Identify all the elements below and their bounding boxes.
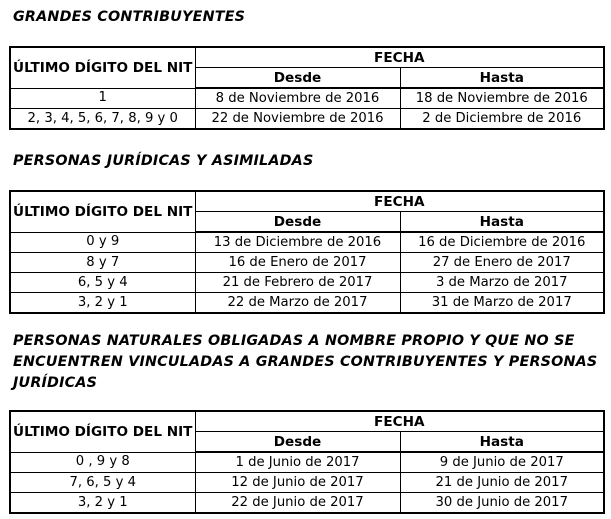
table-row — [10, 88, 604, 109]
table-row — [10, 253, 604, 273]
hasta-cell: 31 de Marzo de 2017 — [400, 293, 604, 314]
table-row — [10, 232, 604, 253]
digit-column-header: ÚLTIMO DÍGITO DEL NIT — [10, 411, 195, 452]
section-title-personas-naturales — [13, 331, 597, 394]
section-title-grandes-contribuyentes: GRANDES CONTRIBUYENTES — [13, 9, 246, 25]
table-row — [10, 473, 604, 493]
desde-cell: 1 de Junio de 2017 — [195, 452, 400, 473]
table-row — [10, 452, 604, 473]
digit-column-header: ÚLTIMO DÍGITO DEL NIT — [10, 191, 195, 232]
grandes-contribuyentes-table — [9, 46, 605, 130]
desde-cell: 21 de Febrero de 2017 — [195, 273, 400, 293]
desde-cell: 13 de Diciembre de 2016 — [195, 232, 400, 253]
desde-cell: 12 de Junio de 2017 — [195, 473, 400, 493]
personas-juridicas-table — [9, 190, 605, 314]
hasta-cell: 18 de Noviembre de 2016 — [400, 88, 604, 109]
digits-cell: 0 , 9 y 8 — [10, 452, 195, 473]
hasta-cell: 2 de Diciembre de 2016 — [400, 109, 604, 130]
digits-cell: 7, 6, 5 y 4 — [10, 473, 195, 493]
fecha-header: FECHA — [195, 191, 604, 212]
digits-cell: 1 — [10, 88, 195, 109]
desde-cell: 8 de Noviembre de 2016 — [195, 88, 400, 109]
digits-cell: 3, 2 y 1 — [10, 293, 195, 314]
table-row — [10, 109, 604, 130]
table-row — [10, 493, 604, 514]
digits-cell: 2, 3, 4, 5, 6, 7, 8, 9 y 0 — [10, 109, 195, 130]
hasta-cell: 3 de Marzo de 2017 — [400, 273, 604, 293]
hasta-header: Hasta — [400, 212, 604, 233]
digits-cell: 3, 2 y 1 — [10, 493, 195, 514]
fecha-header: FECHA — [195, 47, 604, 68]
digit-column-header: ÚLTIMO DÍGITO DEL NIT — [10, 47, 195, 88]
fecha-header: FECHA — [195, 411, 604, 432]
hasta-cell: 27 de Enero de 2017 — [400, 253, 604, 273]
section-title-line: JURÍDICAS — [13, 375, 98, 391]
hasta-header: Hasta — [400, 68, 604, 89]
desde-cell: 22 de Marzo de 2017 — [195, 293, 400, 314]
desde-cell: 22 de Junio de 2017 — [195, 493, 400, 514]
hasta-cell: 9 de Junio de 2017 — [400, 452, 604, 473]
personas-naturales-table — [9, 410, 605, 514]
desde-cell: 22 de Noviembre de 2016 — [195, 109, 400, 130]
desde-cell: 16 de Enero de 2017 — [195, 253, 400, 273]
table-row — [10, 293, 604, 314]
digits-cell: 8 y 7 — [10, 253, 195, 273]
digits-cell: 0 y 9 — [10, 232, 195, 253]
desde-header: Desde — [195, 68, 400, 89]
hasta-header: Hasta — [400, 432, 604, 453]
section-title-personas-juridicas: PERSONAS JURÍDICAS Y ASIMILADAS — [13, 153, 314, 169]
desde-header: Desde — [195, 212, 400, 233]
section-title-line: PERSONAS NATURALES OBLIGADAS A NOMBRE PROPIO Y QUE NO SE — [13, 333, 575, 349]
hasta-cell: 21 de Junio de 2017 — [400, 473, 604, 493]
table-row — [10, 273, 604, 293]
hasta-cell: 30 de Junio de 2017 — [400, 493, 604, 514]
digits-cell: 6, 5 y 4 — [10, 273, 195, 293]
hasta-cell: 16 de Diciembre de 2016 — [400, 232, 604, 253]
section-title-line: ENCUENTREN VINCULADAS A GRANDES CONTRIBUYENTES Y PERSONAS — [13, 354, 598, 370]
desde-header: Desde — [195, 432, 400, 453]
